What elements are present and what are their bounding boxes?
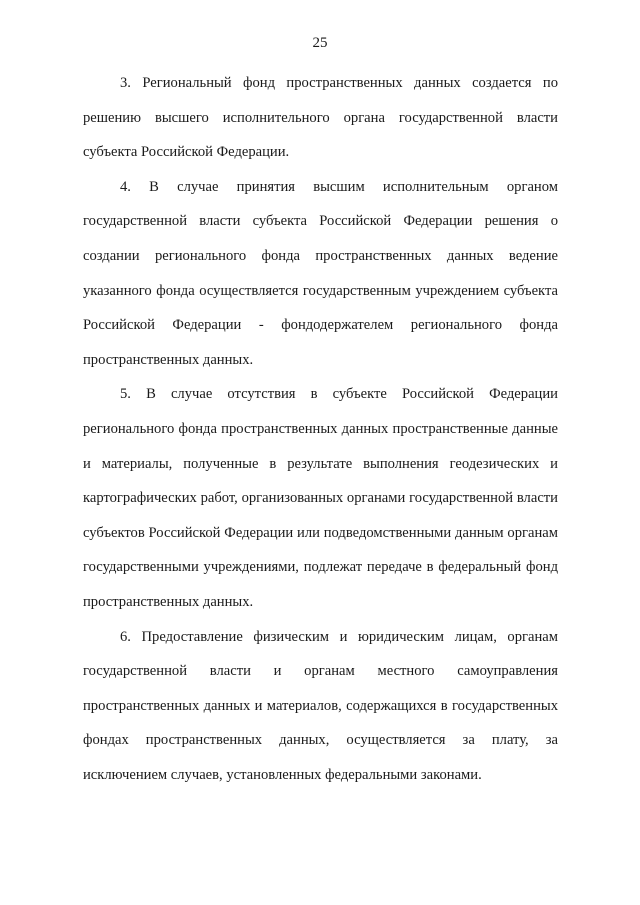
paragraph-3: 3. Региональный фонд пространственных данных создается по решению высшего исполнительного органа государственной власти субъекта Российской Федерации.	[83, 75, 558, 161]
document-body	[83, 66, 558, 792]
paragraph-4: 4. В случае принятия высшим исполнительным органом государственной власти субъекта Российской Федерации решения о создании регионального фонда пространственных данных ведение указанного фонда осуществляется государственным учреждением субъекта Российской Федерации - фондодержателем регионального фонда пространственных данных.	[83, 178, 558, 368]
paragraph-5: 5. В случае отсутствия в субъекте Российской Федерации регионального фонда пространственных данных пространственные данные и материалы, полученные в результате выполнения геодезических и картографических работ, организованных органами государственной власти субъектов Российской Федерации или подведомственными данным органам государственными учреждениями, подлежат передаче в федеральный фонд пространственных данных.	[83, 386, 558, 610]
page-number: 25	[312, 35, 328, 51]
paragraph-6: 6. Предоставление физическим и юридическим лицам, органам государственной власти и органам местного самоуправления пространственных данных и материалов, содержащихся в государственных фондах пространственных данных, осуществляется за плату, за исключением случаев, установленных федеральными законами.	[83, 628, 558, 783]
